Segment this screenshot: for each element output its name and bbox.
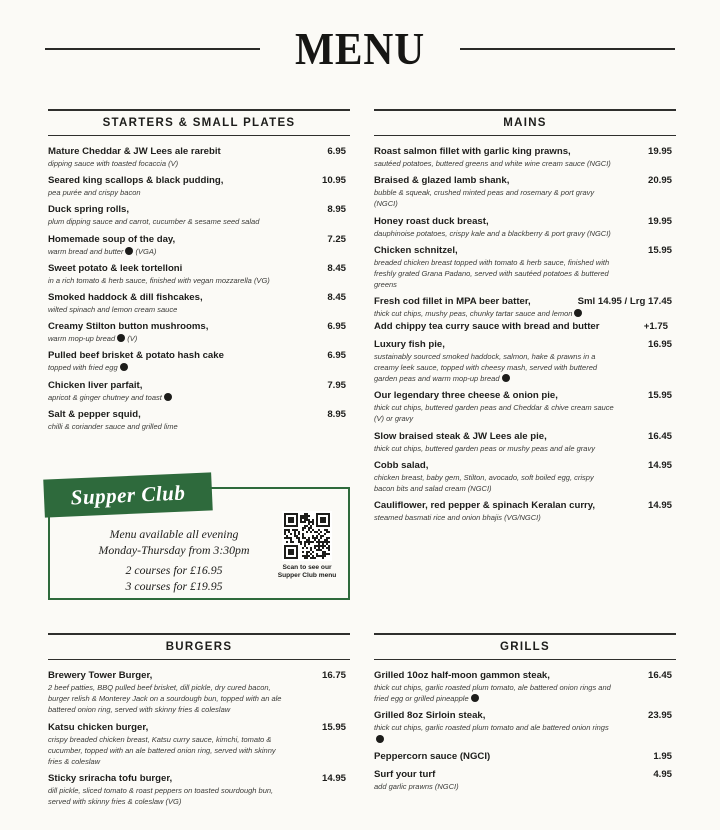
supper-club-text (72, 526, 276, 594)
item-name: Cobb salad, (374, 459, 429, 471)
burgers-list (48, 670, 350, 808)
section-heading: BURGERS (48, 633, 350, 660)
description-text: warm bread and butter (48, 246, 124, 256)
menu-item (48, 146, 350, 169)
menu-item (48, 670, 350, 716)
item-price: 1.95 (653, 750, 672, 762)
menu-item (374, 710, 676, 744)
section-heading: MAINS (374, 109, 676, 136)
supper-club-line: 2 courses for £16.95 (125, 563, 223, 577)
menu-item (48, 380, 350, 403)
extra-text: Add chippy tea curry sauce with bread and butter (374, 320, 600, 332)
description-text: warm mop-up bread (48, 334, 116, 344)
item-name: Slow braised steak & JW Lees ale pie, (374, 430, 547, 442)
menu-item (48, 773, 350, 807)
item-description (374, 308, 672, 319)
vegan-option-icon (164, 393, 172, 401)
description-text: apricot & ginger chutney and toast (48, 392, 162, 402)
vegan-option-icon (502, 374, 510, 382)
item-price: 10.95 (321, 175, 346, 187)
item-name: Sticky sriracha tofu burger, (48, 773, 173, 785)
description-text: in a rich tomato & herb sauce, finished with vegan mozzarella (VG) (48, 275, 270, 285)
item-name: Roast salmon fillet with garlic king prawns, (374, 146, 571, 157)
item-description (374, 781, 672, 792)
item-name: Brewery Tower Burger, (48, 670, 153, 681)
menu-item (374, 146, 676, 169)
description-text: thick cut chips, buttered garden peas or mushy peas and ale gravy (374, 443, 595, 453)
item-description (374, 472, 672, 494)
item-name: Our legendary three cheese & onion pie, (374, 390, 558, 402)
item-price: 19.95 (647, 215, 672, 227)
item-description (374, 158, 672, 169)
item-name: Katsu chicken burger, (48, 721, 149, 733)
item-description (48, 682, 346, 716)
description-text: topped with fried egg (48, 363, 118, 373)
description-text: thick cut chips, garlic roasted plum tomato and ale battered onion rings (374, 723, 609, 733)
item-price: 6.95 (327, 350, 346, 362)
item-description (374, 512, 672, 523)
starters-section (48, 109, 350, 438)
item-description (374, 228, 672, 239)
menu-item (374, 245, 676, 291)
grills-list (374, 670, 676, 792)
item-price: 8.95 (327, 204, 346, 216)
item-name: Salt & pepper squid, (48, 408, 141, 420)
title-rule-right (460, 48, 675, 50)
supper-club-line: Monday-Thursday from 3:30pm (98, 543, 250, 557)
item-price: 16.75 (321, 670, 346, 681)
item-description (374, 722, 672, 744)
description-text: chicken breast, baby gem, Stilton, avocado, soft boiled egg, crispy bacon bits and salad cream (NGCI) (374, 472, 594, 494)
vegan-option-icon (120, 363, 128, 371)
item-description (374, 351, 672, 385)
description-text: chilli & coriander sauce and grilled lime (48, 421, 178, 431)
description-text: dipping sauce with toasted focaccia (V) (48, 159, 179, 168)
description-text: dauphinoise potatoes, crispy kale and a blackberry & port gravy (NGCI) (374, 228, 611, 238)
item-description (374, 257, 672, 291)
burgers-section (48, 633, 350, 814)
item-description (48, 216, 346, 227)
supper-club-line: Menu available all evening (109, 527, 239, 541)
menu-item (48, 263, 350, 286)
vegan-option-icon (471, 694, 479, 702)
menu-item (374, 216, 676, 239)
item-description (48, 421, 346, 432)
dietary-suffix: (V) (125, 334, 138, 344)
item-price: 16.45 (647, 670, 672, 681)
item-description (48, 392, 346, 403)
qr-code-icon[interactable] (282, 511, 332, 561)
item-price: 16.45 (647, 430, 672, 442)
item-name: Mature Cheddar & JW Lees ale rarebit (48, 146, 221, 157)
description-text: add garlic prawns (NGCI) (374, 781, 459, 791)
item-price: 8.45 (327, 292, 346, 304)
vegan-option-icon (117, 334, 125, 342)
supper-club-title: Supper Club (43, 472, 212, 517)
menu-item (374, 500, 676, 523)
item-description (48, 333, 346, 344)
item-price: 16.95 (647, 338, 672, 350)
item-description (48, 734, 346, 768)
item-name: Chicken schnitzel, (374, 244, 458, 256)
menu-item (374, 460, 676, 494)
item-name: Creamy Stilton button mushrooms, (48, 321, 209, 333)
item-name: Pulled beef brisket & potato hash cake (48, 350, 224, 362)
menu-item (374, 296, 676, 332)
description-text: 2 beef patties, BBQ pulled beef brisket, dill pickle, dry cured bacon, burger relish & Monterey Jack on a sourdough bun, topped with an ale battered onion ring, served with skinny fries & coleslaw (48, 683, 282, 715)
section-heading: STARTERS & SMALL PLATES (48, 109, 350, 136)
menu-header (45, 22, 675, 78)
item-description (374, 187, 672, 209)
item-name: Surf your turf (374, 768, 436, 780)
item-name: Honey roast duck breast, (374, 215, 489, 227)
menu-item (374, 751, 676, 763)
item-description (374, 402, 672, 424)
description-text: crispy breaded chicken breast, Katsu curry sauce, kimchi, tomato & cucumber, topped with an ale battered onion ring, served with skinny fries & coleslaw (48, 734, 276, 767)
item-price: 19.95 (647, 146, 672, 157)
item-price: 7.95 (327, 379, 346, 391)
menu-item (374, 390, 676, 424)
menu-item (374, 769, 676, 792)
supper-club-line: 3 courses for £19.95 (125, 579, 223, 593)
dietary-suffix: (VGA) (133, 246, 157, 256)
supper-club-box (48, 480, 350, 600)
grills-section (374, 633, 676, 798)
item-extra (374, 321, 672, 333)
description-text: plum dipping sauce and carrot, cucumber & sesame seed salad (48, 217, 260, 227)
item-name: Peppercorn sauce (NGCI) (374, 750, 491, 762)
item-name: Grilled 8oz Sirloin steak, (374, 710, 486, 722)
item-name: Homemade soup of the day, (48, 233, 176, 245)
item-description (48, 158, 346, 169)
item-name: Sweet potato & leek tortelloni (48, 262, 183, 274)
item-description (48, 187, 346, 198)
description-text: breaded chicken breast topped with tomato & herb sauce, finished with freshly grated Grana Padano, served with sautéed potatoes & buttered greens (374, 257, 610, 290)
item-price: 15.95 (647, 390, 672, 402)
item-price: 6.95 (327, 321, 346, 333)
item-price: 6.95 (327, 146, 346, 157)
qr-label: Scan to see our Supper Club menu (277, 564, 337, 579)
item-description (48, 275, 346, 286)
item-price: Sml 14.95 / Lrg 17.45 (577, 296, 672, 308)
menu-item (48, 204, 350, 227)
item-name: Seared king scallops & black pudding, (48, 175, 224, 187)
description-text: steamed basmati rice and onion bhajis (VG/NGCI) (374, 513, 541, 523)
item-description (48, 785, 346, 807)
item-price: 4.95 (653, 768, 672, 780)
description-text: dill pickle, sliced tomato & roast peppers on toasted sourdough bun, served with skinny fries & coleslaw (VG) (48, 786, 274, 807)
starters-list (48, 146, 350, 432)
item-price: 14.95 (647, 500, 672, 512)
item-name: Smoked haddock & dill fishcakes, (48, 292, 203, 304)
menu-item (48, 292, 350, 315)
menu-item (374, 339, 676, 385)
item-description (48, 246, 346, 257)
item-name: Cauliflower, red pepper & spinach Keralan curry, (374, 500, 596, 512)
item-price: 23.95 (647, 710, 672, 722)
menu-item (374, 175, 676, 209)
section-heading: GRILLS (374, 633, 676, 660)
item-name: Fresh cod fillet in MPA beer batter, (374, 296, 531, 308)
item-name: Chicken liver parfait, (48, 379, 143, 391)
mains-list (374, 146, 676, 523)
item-price: 14.95 (647, 459, 672, 471)
item-price: 7.25 (327, 233, 346, 245)
description-text: sustainably sourced smoked haddock, salmon, hake & prawns in a creamy leek sauce, topped with cheesy mash, served with buttered garden peas and warm mop-up bread (374, 351, 598, 384)
vegan-option-icon (376, 735, 384, 743)
item-name: Luxury fish pie, (374, 338, 445, 350)
menu-item (48, 722, 350, 768)
item-name: Grilled 10oz half-moon gammon steak, (374, 670, 550, 681)
menu-item (48, 409, 350, 432)
item-price: 15.95 (647, 244, 672, 256)
vegan-option-icon (574, 309, 582, 317)
item-price: 8.45 (327, 262, 346, 274)
description-text: bubble & squeak, crushed minted peas and rosemary & port gravy (NGCI) (374, 188, 595, 209)
description-text: wilted spinach and lemon cream sauce (48, 305, 178, 315)
item-name: Duck spring rolls, (48, 204, 130, 216)
item-name: Braised & glazed lamb shank, (374, 175, 510, 187)
menu-item (374, 431, 676, 454)
description-text: thick cut chips, buttered garden peas and Cheddar & chive cream sauce (V) or gravy (374, 403, 614, 424)
item-price: 14.95 (321, 773, 346, 785)
item-description (48, 304, 346, 315)
menu-item (48, 350, 350, 373)
item-price: 20.95 (647, 175, 672, 187)
menu-item (48, 321, 350, 344)
item-description (374, 682, 672, 704)
description-text: thick cut chips, mushy peas, chunky tartar sauce and lemon (374, 309, 573, 319)
item-price: 8.95 (327, 408, 346, 420)
item-description (48, 362, 346, 373)
page-title: MENU (294, 23, 426, 74)
description-text: sautéed potatoes, buttered greens and white wine cream sauce (NGCI) (374, 159, 611, 168)
mains-section (374, 109, 676, 529)
item-price: 15.95 (321, 721, 346, 733)
description-text: pea purée and crispy bacon (48, 188, 141, 198)
extra-price: +1.75 (643, 320, 668, 332)
description-text: thick cut chips, garlic roasted plum tomato, ale battered onion rings and fried egg or grilled pineapple (374, 683, 611, 704)
item-description (374, 443, 672, 454)
menu-item (48, 234, 350, 257)
menu-item (48, 175, 350, 198)
menu-item (374, 670, 676, 704)
